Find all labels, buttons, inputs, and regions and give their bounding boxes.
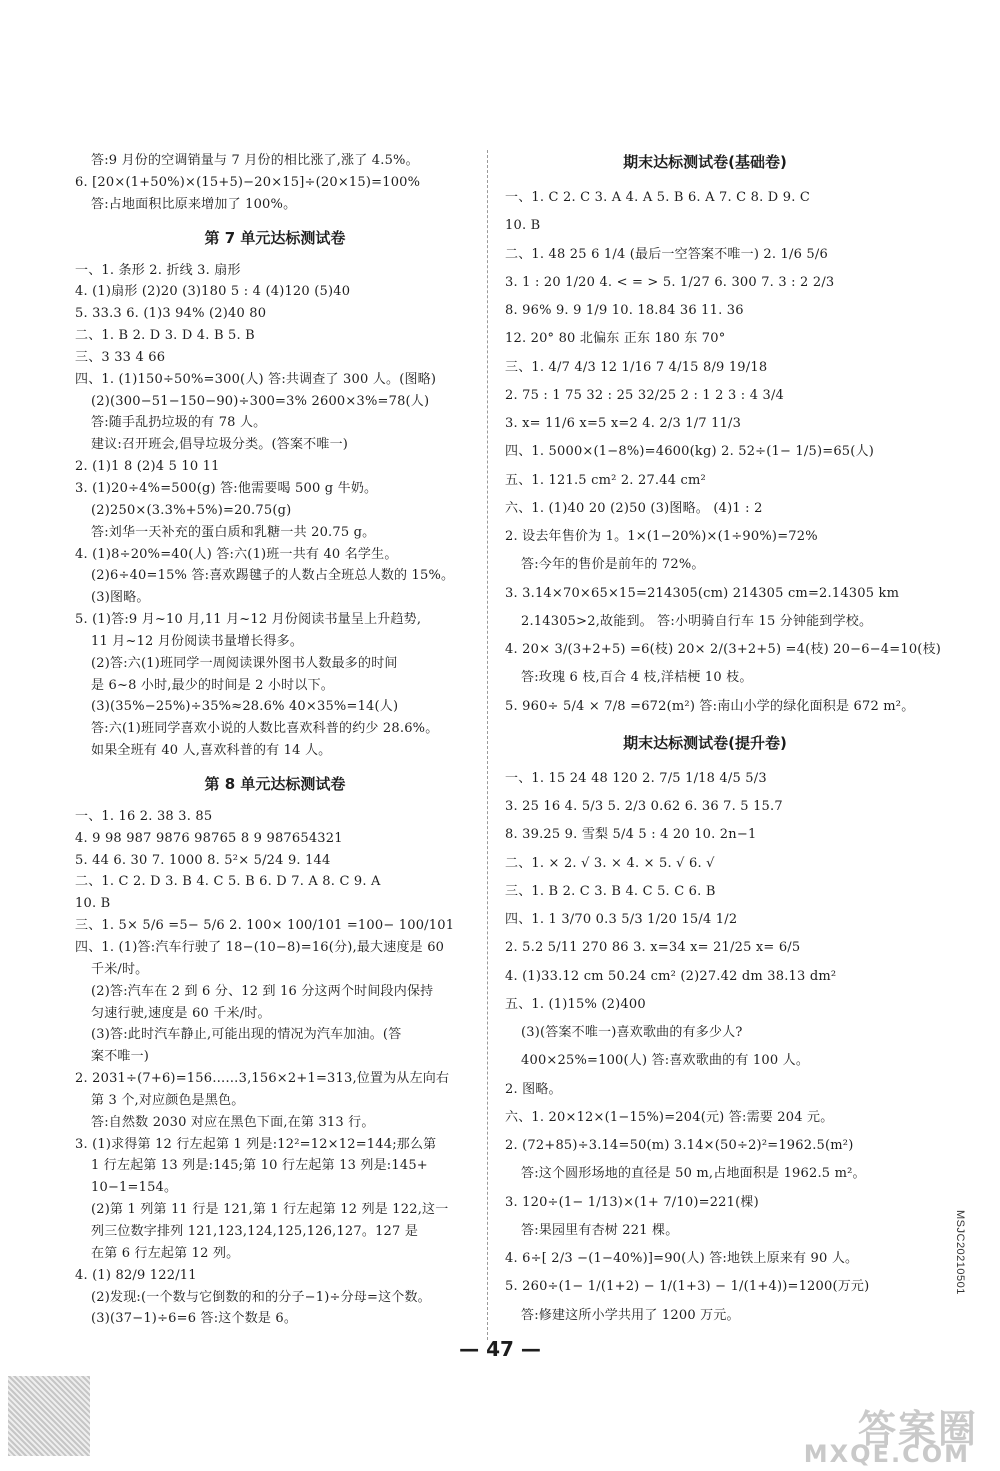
answer-line: 5. 260÷(1− 1/(1+2) − 1/(1+3) − 1/(1+4))=1200(万元)	[505, 1279, 870, 1295]
answer-line: 5. (1)答:9 月~10 月,11 月~12 月份阅读书量呈上升趋势,	[75, 612, 422, 628]
answer-line: 答:六(1)班同学喜欢小说的人数比喜欢科普的约少 28.6%。	[91, 721, 439, 737]
answer-line: 一、1. 16 2. 38 3. 85	[75, 808, 213, 824]
answer-line: 10−1=154。	[91, 1180, 178, 1196]
answer-line: 答:随手乱扔垃圾的有 78 人。	[91, 415, 267, 431]
answer-line: 答:9 月份的空调销量与 7 月份的相比涨了,涨了 4.5%。	[91, 153, 419, 168]
answer-line: 一、1. C 2. C 3. A 4. A 5. B 6. A 7. C 8. D 9. C	[505, 190, 811, 205]
answer-line: 四、1. 5000×(1−8%)=4600(kg) 2. 52÷(1− 1/5)=65(人)	[505, 444, 875, 460]
column-divider	[487, 150, 488, 1340]
page-number: — 47 —	[459, 1337, 541, 1361]
answer-line: 第 3 个,对应颜色是黑色。	[91, 1092, 245, 1108]
answer-line: (3)(37−1)÷6=6 答:这个数是 6。	[91, 1311, 298, 1327]
answer-line: (3)(答案不唯一)喜欢歌曲的有多少人?	[521, 1025, 743, 1040]
answer-line: 六、1. (1)40 20 (2)50 (3)图略。 (4)1 : 2	[505, 500, 763, 516]
answer-line: 3. x= 11/6 x=5 x=2 4. 2/3 1/7 11/3	[505, 416, 742, 431]
answer-line: 4. 6÷[ 2/3 −(1−40%)]=90(人) 答:地铁上原来有 90 人。	[505, 1251, 859, 1266]
answer-line: 建议:召开班会,倡导垃圾分类。(答案不唯一)	[91, 437, 349, 453]
answer-line: 8. 96% 9. 9 1/9 10. 18.84 36 11. 36	[505, 303, 744, 318]
answer-line: (2)(300−51−150−90)÷300=3% 2600×3%=78(人)	[91, 393, 430, 409]
answer-line: 二、1. 48 25 6 1/4 (最后一空答案不唯一) 2. 1/6 5/6	[505, 246, 828, 262]
answer-line: 3. (1)20÷4%=500(g) 答:他需要喝 500 g 牛奶。	[75, 480, 378, 496]
answer-line: 1 行左起第 13 列是:145;第 10 行左起第 13 列是:145+	[91, 1158, 428, 1174]
answer-line: 2. (1)1 8 (2)4 5 10 11	[75, 459, 220, 475]
answer-line: 10. B	[75, 896, 111, 912]
answer-line: 在第 6 行左起第 12 列。	[91, 1245, 240, 1261]
answer-line: 3. 25 16 4. 5/3 5. 2/3 0.62 6. 36 7. 5 15.7	[505, 799, 783, 814]
answer-line: (2)第 1 列第 11 行是 121,第 1 行左起第 12 列是 122,这一	[91, 1202, 449, 1218]
answer-line: 答:今年的售价是前年的 72%。	[521, 557, 705, 573]
answer-line: (2)250×(3.3%+5%)=20.75(g)	[91, 502, 292, 518]
answer-line: 一、1. 15 24 48 120 2. 7/5 1/18 4/5 5/3	[505, 770, 767, 786]
section-title-final-advanced: 期末达标测试卷(提升卷)	[623, 733, 787, 752]
answer-line: 4. (1)8÷20%=40(人) 答:六(1)班一共有 40 名学生。	[75, 546, 398, 562]
answer-line: 四、1. 1 3/70 0.3 5/3 1/20 15/4 1/2	[505, 912, 738, 927]
qr-code-image	[8, 1376, 90, 1456]
answer-line: 答:修建这所小学共用了 1200 万元。	[521, 1307, 740, 1323]
answer-line: 一、1. 条形 2. 折线 3. 扇形	[75, 262, 241, 278]
section-title-unit7: 第 7 单元达标测试卷	[204, 228, 346, 247]
answer-line: 三、1. B 2. C 3. B 4. C 5. C 6. B	[505, 883, 716, 899]
answer-line: 是 6~8 小时,最少的时间是 2 小时以下。	[91, 677, 334, 693]
answer-line: (3)图略。	[91, 590, 150, 606]
answer-line: 三、1. 4/7 4/3 12 1/16 7 4/15 8/9 19/18	[505, 359, 768, 375]
answer-line: 4. 9 98 987 9876 98765 8 9 987654321	[75, 830, 343, 846]
answer-line: 答:占地面积比原来增加了 100%。	[91, 196, 297, 212]
watermark-url: MXQE.COM	[803, 1440, 970, 1468]
answer-line: 400×25%=100(人) 答:喜欢歌曲的有 100 人。	[521, 1053, 810, 1069]
watermark-logo: 答案圈	[857, 1407, 978, 1451]
left-column	[75, 150, 475, 1330]
answer-line: 3. 3.14×70×65×15=214305(cm) 214305 cm=2.14305 km	[505, 585, 900, 601]
answer-line: 2. 5.2 5/11 270 86 3. x=34 x= 21/25 x= 6/5	[505, 940, 801, 956]
answer-line: 4. (1) 82/9 122/11	[75, 1267, 197, 1283]
answer-line: 三、3 33 4 66	[75, 349, 166, 365]
answer-line: 列三位数字排列 121,123,124,125,126,127。127 是	[91, 1223, 419, 1239]
answer-line: (3)(35%−25%)÷35%≈28.6% 40×35%=14(人)	[91, 699, 399, 715]
answer-line: 二、1. B 2. D 3. D 4. B 5. B	[75, 328, 255, 344]
answer-line: 5. 44 6. 30 7. 1000 8. 5²× 5/24 9. 144	[75, 852, 331, 868]
answer-line: (2)6÷40=15% 答:喜欢踢毽子的人数占全班总人数的 15%。	[91, 568, 455, 584]
answer-line: 4. (1)扇形 (2)20 (3)180 5 : 4 (4)120 (5)40	[75, 284, 351, 300]
answer-line: 五、1. (1)15% (2)400	[505, 996, 646, 1012]
answer-line: 12. 20° 80 北偏东 正东 180 东 70°	[505, 331, 726, 347]
answer-line: 六、1. 20×12×(1−15%)=204(元) 答:需要 204 元。	[505, 1109, 834, 1125]
answer-line: 答:这个圆形场地的直径是 50 m,占地面积是 1962.5 m²。	[521, 1166, 866, 1182]
side-code: MSJC20210501	[954, 1210, 966, 1295]
answer-line: 答:自然数 2030 对应在黑色下面,在第 313 行。	[91, 1114, 375, 1130]
answer-line: 2. 设去年售价为 1。1×(1−20%)×(1÷90%)=72%	[505, 529, 818, 544]
answer-line: 4. (1)33.12 cm 50.24 cm² (2)27.42 dm 38.13 dm²	[505, 968, 837, 984]
answer-line: 5. 33.3 6. (1)3 94% (2)40 80	[75, 306, 267, 322]
answer-line: 答:果园里有杏树 221 棵。	[521, 1222, 679, 1238]
answer-line: 如果全班有 40 人,喜欢科普的有 14 人。	[91, 743, 332, 759]
answer-line: 6. [20×(1+50%)×(15+5)−20×15]÷(20×15)=100%	[75, 174, 421, 190]
answer-line: 匀速行驶,速度是 60 千米/时。	[91, 1005, 271, 1021]
answer-line: 4. 20× 3/(3+2+5) =6(枝) 20× 2/(3+2+5) =4(枝) 20−6−4=10(枝)	[505, 642, 942, 657]
section-title-unit8: 第 8 单元达标测试卷	[204, 774, 346, 793]
answer-line: (2)发现:(一个数与它倒数的和的分子−1)÷分母=这个数。	[91, 1289, 431, 1305]
answer-line: (2)答:汽车在 2 到 6 分、12 到 16 分这两个时间段内保持	[91, 983, 434, 999]
answer-line: (3)答:此时汽车静止,可能出现的情况为汽车加油。(答	[91, 1027, 402, 1043]
right-column	[505, 150, 942, 1330]
answer-line: 答:刘华一天补充的蛋白质和乳糖一共 20.75 g。	[91, 524, 376, 540]
answer-line: 11 月~12 月份阅读书量增长得多。	[91, 633, 304, 649]
answer-line: 三、1. 5× 5/6 =5− 5/6 2. 100× 100/101 =100− 100/101	[75, 918, 455, 934]
answer-line: 答:玫瑰 6 枝,百合 4 枝,洋桔梗 10 枝。	[521, 670, 753, 686]
answer-line: 2. 75 : 1 75 32 : 25 32/25 2 : 1 2 3 : 4 3/4	[505, 387, 785, 403]
answer-line: 二、1. C 2. D 3. B 4. C 5. B 6. D 7. A 8. C 9. A	[75, 874, 381, 890]
answer-line: 千米/时。	[91, 961, 149, 977]
answer-line: (2)答:六(1)班同学一周阅读课外图书人数最多的时间	[91, 655, 398, 671]
answer-line: 3. (1)求得第 12 行左起第 1 列是:12²=12×12=144;那么第	[75, 1136, 437, 1152]
answer-line: 二、1. × 2. √ 3. × 4. × 5. √ 6. √	[505, 855, 715, 871]
answer-line: 2.14305>2,故能到。 答:小明骑自行车 15 分钟能到学校。	[521, 613, 873, 629]
answer-line: 2. (72+85)÷3.14=50(m) 3.14×(50÷2)²=1962.5(m²)	[505, 1138, 854, 1153]
answer-line: 2. 2031÷(7+6)=156……3,156×2+1=313,位置为从左向右	[75, 1071, 450, 1087]
answer-line: 8. 39.25 9. 雪梨 5/4 5 : 4 20 10. 2n−1	[505, 827, 757, 843]
answer-line: 五、1. 121.5 cm² 2. 27.44 cm²	[505, 472, 706, 488]
answer-line: 10. B	[505, 218, 541, 234]
answer-line: 2. 图略。	[505, 1081, 562, 1097]
answer-line: 5. 960÷ 5/4 × 7/8 =672(m²) 答:南山小学的绿化面积是 672 m²。	[505, 698, 915, 714]
answer-line: 案不唯一)	[91, 1049, 150, 1065]
section-title-final-basic: 期末达标测试卷(基础卷)	[623, 153, 787, 171]
answer-line: 3. 1 : 20 1/20 4. < = > 5. 1/27 6. 300 7. 3 : 2 2/3	[505, 274, 835, 290]
answer-line: 3. 120÷(1− 1/13)×(1+ 7/10)=221(棵)	[505, 1194, 759, 1210]
answer-line: 四、1. (1)答:汽车行驶了 18−(10−8)=16(分),最大速度是 60	[75, 940, 445, 955]
answer-line: 四、1. (1)150÷50%=300(人) 答:共调查了 300 人。(图略)	[75, 371, 437, 387]
